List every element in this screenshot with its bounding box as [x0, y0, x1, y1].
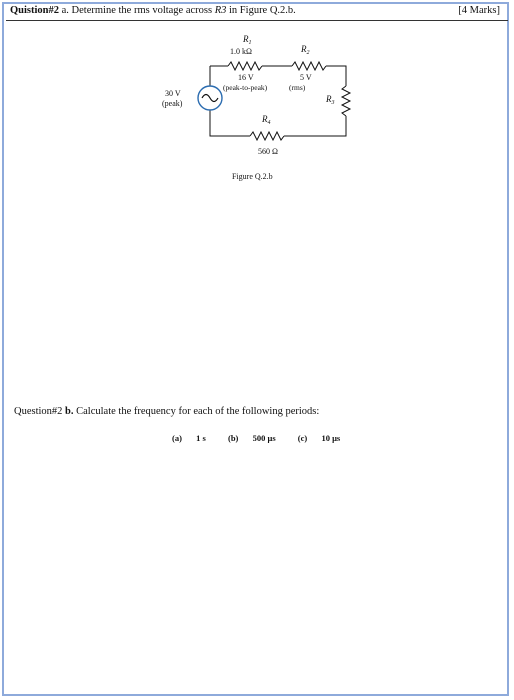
source-type: (peak) [162, 99, 183, 108]
r4-value: 560 Ω [258, 147, 278, 156]
question-suffix: in Figure Q.2.b. [226, 5, 296, 16]
period-item [172, 433, 216, 443]
figure-caption: Figure Q.2.b [232, 172, 273, 181]
r2-label: $R_2$ [301, 44, 310, 56]
question-number: Quistion#2 [10, 5, 60, 16]
period-label: (a) [172, 433, 182, 443]
question-2b-number: Question#2 [14, 406, 66, 417]
question-2b [14, 406, 319, 417]
r4-label: $R_4$ [262, 114, 271, 126]
header-divider [6, 20, 508, 21]
question-text: a. Determine the rms voltage across [59, 5, 215, 16]
r1-resistor [228, 62, 262, 70]
marks-label: [4 Marks] [458, 5, 500, 16]
r3-resistor [342, 86, 350, 116]
question-2a [10, 5, 296, 16]
r2-resistor [292, 62, 326, 70]
r1-voltage: 16 V [238, 73, 254, 82]
period-value: 500 μs [252, 433, 276, 443]
period-label: (c) [297, 433, 308, 443]
question-2b-part: b. [65, 406, 74, 417]
r2-voltage: 5 V [300, 73, 312, 82]
periods-list [172, 433, 360, 443]
r4-resistor [250, 132, 284, 140]
r3-label: $R_3$ [326, 94, 335, 106]
period-label: (b) [227, 433, 239, 443]
question-target: R3 [214, 5, 227, 16]
r1-voltage-type: (peak-to-peak) [223, 83, 268, 92]
period-item [228, 433, 286, 443]
period-value: 1 s [196, 433, 206, 443]
ac-source-sine [202, 95, 218, 102]
r1-label: $R_1$ [243, 34, 252, 46]
source-voltage: 30 V [165, 89, 181, 98]
question-2b-text: Calculate the frequency for each of the following periods: [73, 406, 320, 417]
period-item [298, 433, 350, 443]
r1-value: 1.0 kΩ [230, 47, 252, 56]
period-value: 10 μs [321, 433, 341, 443]
circuit-diagram [150, 30, 370, 160]
r2-voltage-type: (rms) [289, 83, 306, 92]
